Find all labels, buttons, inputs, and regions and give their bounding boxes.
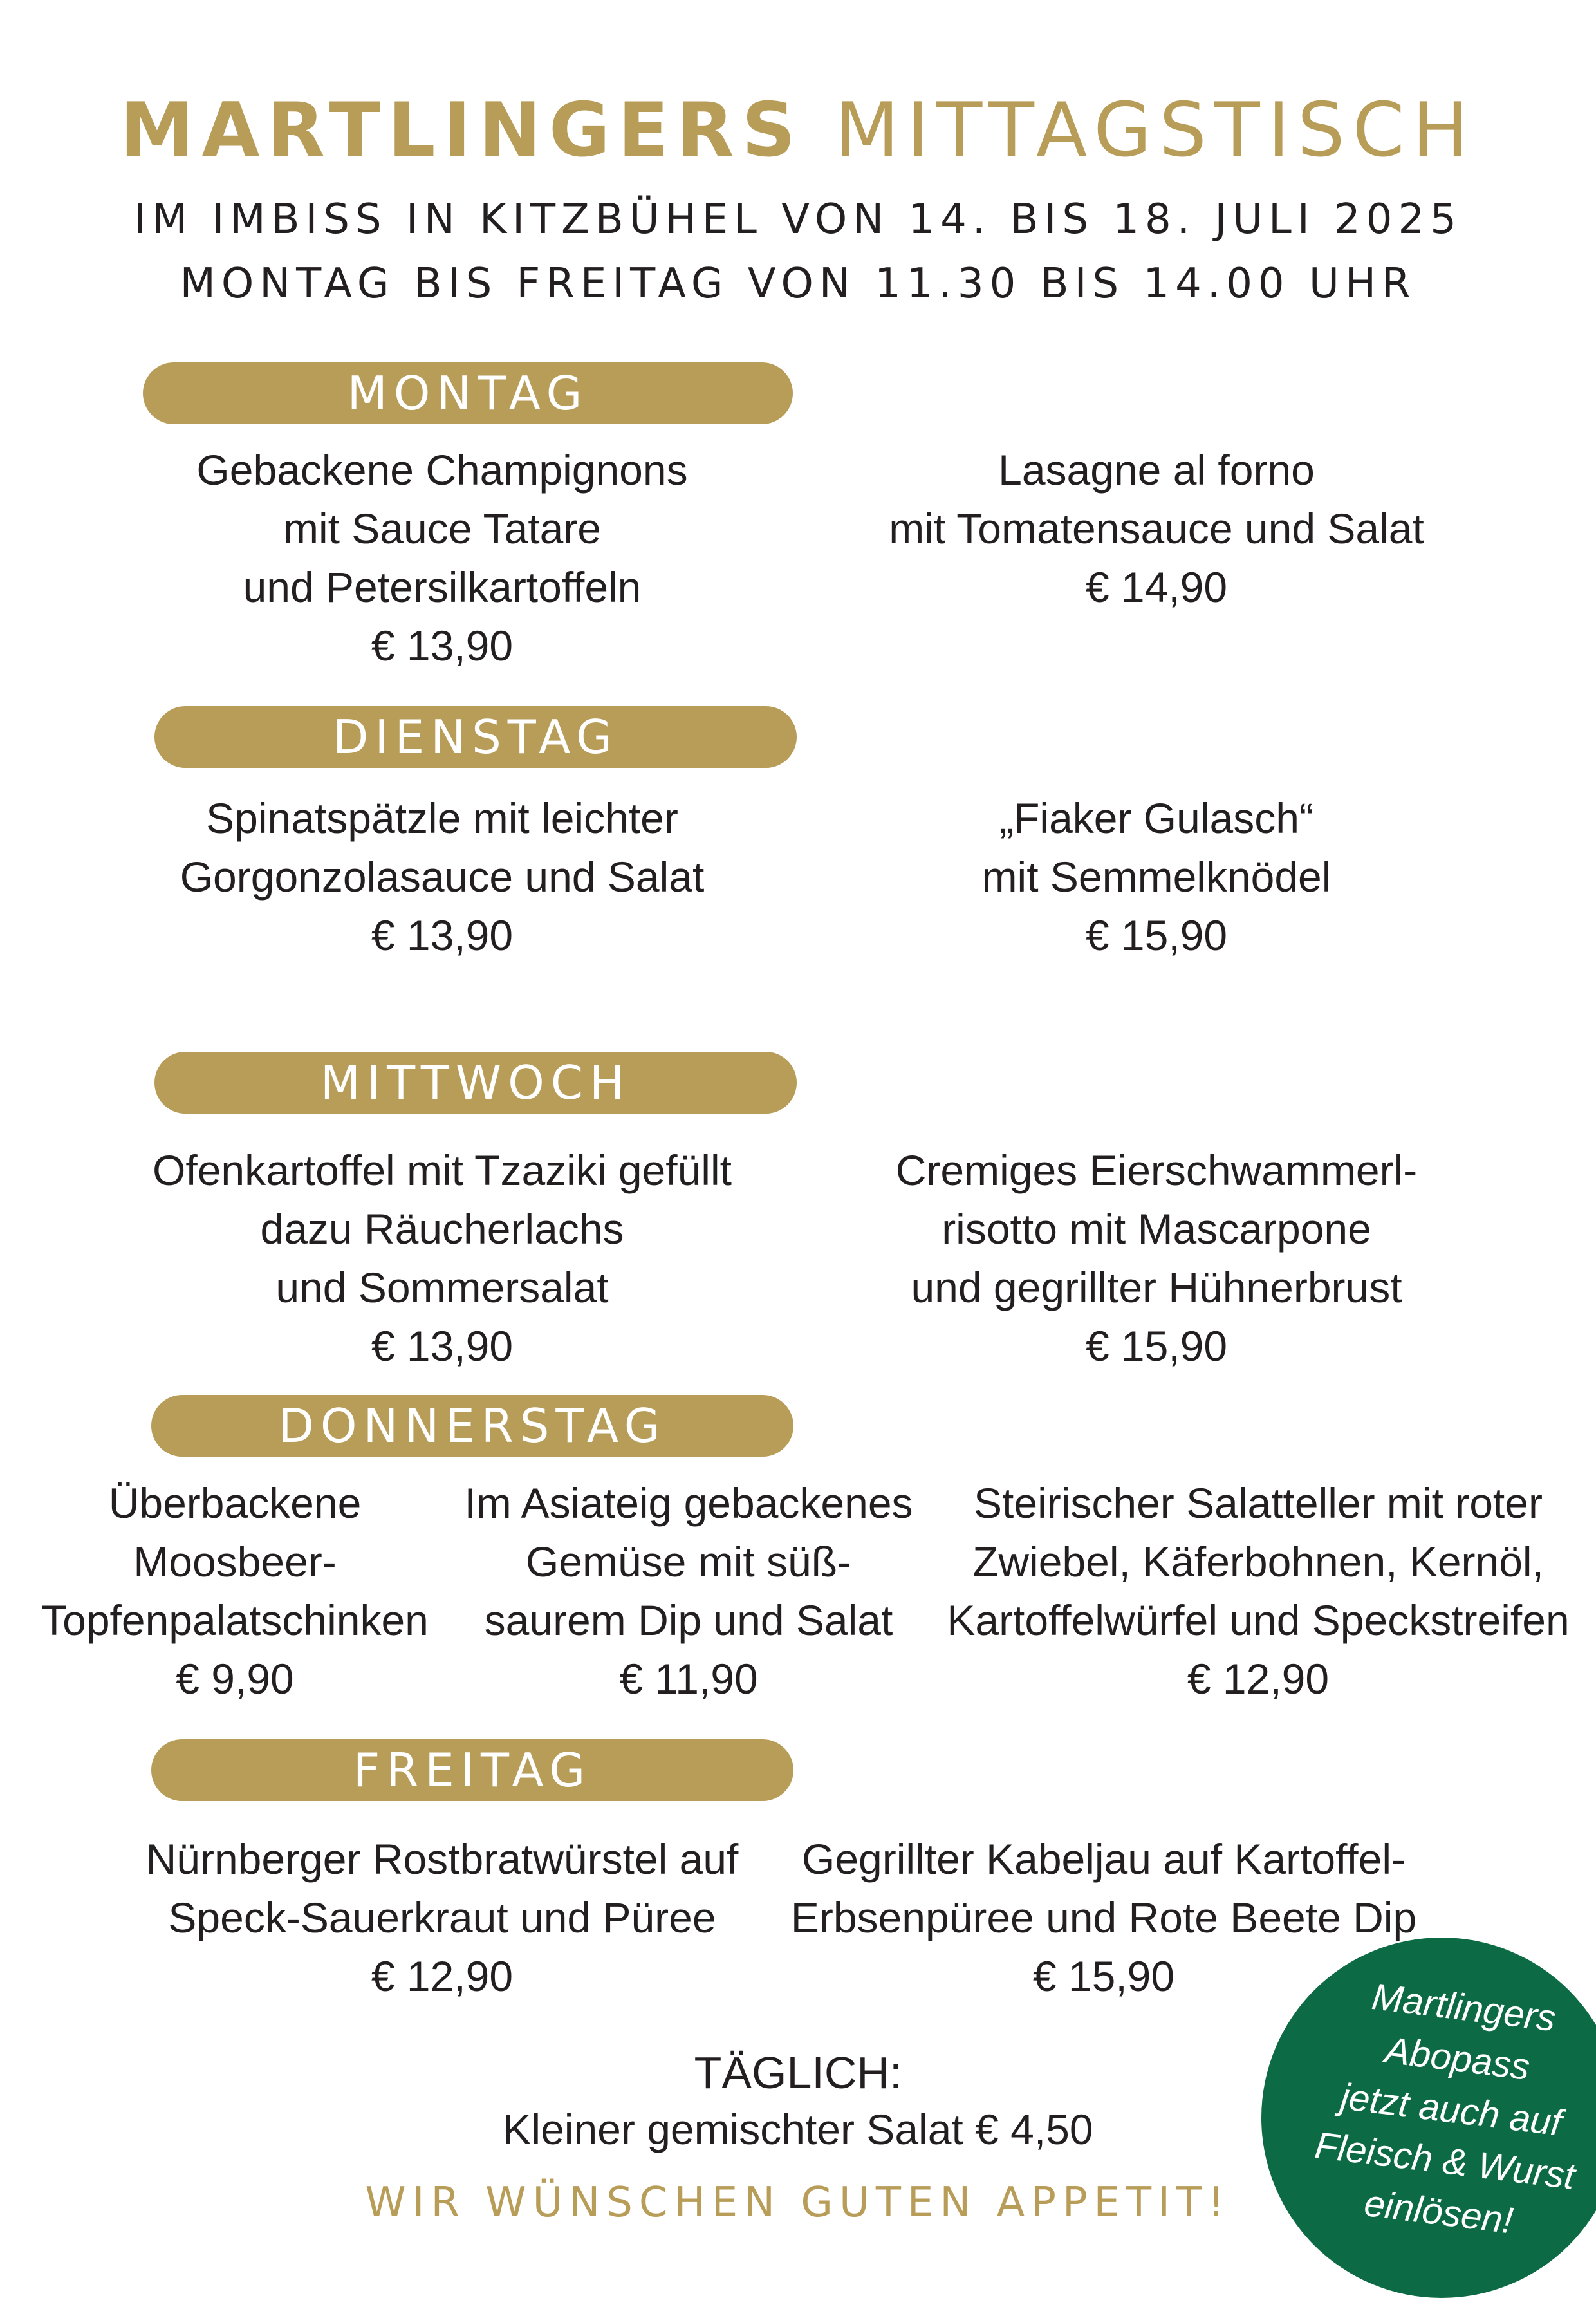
- title-menu: MITTAGSTISCH: [835, 87, 1476, 174]
- dish-price: € 13,90: [371, 622, 514, 669]
- dish-line: und Sommersalat: [275, 1264, 609, 1311]
- dish-line: Überbackene: [108, 1479, 362, 1527]
- dish-mittwoch-2: [835, 1141, 1478, 1376]
- dish-price: € 13,90: [371, 911, 514, 959]
- dish-line: Speck-Sauerkraut und Püree: [168, 1894, 716, 1941]
- dish-line: risotto mit Mascarpone: [942, 1205, 1371, 1253]
- dish-donnerstag-2: [450, 1474, 927, 1708]
- dish-line: Im Asiateig gebackenes: [464, 1479, 913, 1527]
- day-header-mittwoch: MITTWOCH: [154, 1052, 797, 1114]
- dish-price: € 13,90: [371, 1322, 514, 1370]
- daily-heading: TÄGLICH:: [694, 2048, 902, 2098]
- dish-line: mit Sauce Tatare: [283, 505, 602, 552]
- dish-price: € 15,90: [1085, 1322, 1228, 1370]
- day-header-dienstag: DIENSTAG: [154, 706, 797, 768]
- dish-price: € 15,90: [1032, 1952, 1175, 2000]
- dish-line: und Petersilkartoffeln: [243, 563, 642, 611]
- dish-price: € 9,90: [176, 1655, 294, 1703]
- dish-line: und gegrillter Hühnerbrust: [911, 1264, 1402, 1311]
- subtitle-location-date: IM IMBISS IN KITZBÜHEL VON 14. BIS 18. JULI 2025: [134, 196, 1462, 243]
- dish-montag-1: [120, 441, 764, 675]
- dish-price: € 14,90: [1085, 563, 1228, 611]
- dish-price: € 12,90: [1187, 1655, 1330, 1703]
- dish-line: Gemüse mit süß-: [525, 1538, 852, 1585]
- day-header-freitag: FREITAG: [151, 1739, 793, 1801]
- day-header-donnerstag: DONNERSTAG: [151, 1395, 793, 1457]
- dish-line: Lasagne al forno: [998, 446, 1315, 494]
- dish-line: Spinatspätzle mit leichter: [206, 794, 678, 842]
- title-brand: MARTLINGERS: [120, 87, 804, 174]
- dish-montag-2: [835, 441, 1478, 617]
- dish-donnerstag-1: [13, 1474, 457, 1708]
- dish-line: Ofenkartoffel mit Tzaziki gefüllt: [153, 1146, 732, 1194]
- dish-line: dazu Räucherlachs: [260, 1205, 624, 1253]
- dish-line: Zwiebel, Käferbohnen, Kernöl,: [972, 1538, 1544, 1585]
- dish-donnerstag-3: [930, 1474, 1586, 1708]
- badge-line: Abopass: [1382, 2029, 1532, 2089]
- dish-line: Topfenpalatschinken: [41, 1596, 429, 1644]
- dish-freitag-1: [120, 1830, 764, 2006]
- dish-line: mit Semmelknödel: [981, 853, 1332, 901]
- daily-item: Kleiner gemischter Salat € 4,50: [503, 2106, 1093, 2153]
- dish-line: Kartoffelwürfel und Speckstreifen: [947, 1596, 1570, 1644]
- dish-line: Gegrillter Kabeljau auf Kartoffel-: [802, 1835, 1406, 1883]
- closing-message: WIR WÜNSCHEN GUTEN APPETIT!: [365, 2179, 1231, 2227]
- dish-line: Erbsenpüree und Rote Beete Dip: [790, 1894, 1417, 1941]
- dish-line: Nürnberger Rostbratwürstel auf: [145, 1835, 739, 1883]
- dish-mittwoch-1: [120, 1141, 764, 1376]
- dish-line: mit Tomatensauce und Salat: [889, 505, 1424, 552]
- dish-line: „Fiaker Gulasch“: [999, 794, 1313, 842]
- subtitle-opening-hours: MONTAG BIS FREITAG VON 11.30 BIS 14.00 UHR: [180, 260, 1416, 308]
- dish-line: Cremiges Eierschwammerl-: [895, 1146, 1418, 1194]
- badge-line: einlösen!: [1362, 2181, 1516, 2242]
- dish-line: Steirischer Salatteller mit roter: [974, 1479, 1543, 1527]
- dish-dienstag-1: [120, 789, 764, 965]
- dish-price: € 12,90: [371, 1952, 514, 2000]
- dish-price: € 15,90: [1085, 911, 1228, 959]
- page-title: [0, 82, 1596, 179]
- badge-line: Martlingers: [1369, 1975, 1558, 2040]
- badge-line: jetzt auch auf: [1338, 2075, 1564, 2144]
- badge-line: Fleisch & Wurst: [1312, 2124, 1577, 2198]
- dish-line: saurem Dip und Salat: [484, 1596, 893, 1644]
- day-header-montag: MONTAG: [143, 362, 793, 424]
- dish-line: Moosbeer-: [133, 1538, 337, 1585]
- dish-line: Gebackene Champignons: [196, 446, 688, 494]
- abopass-badge-text: [1276, 1963, 1596, 2257]
- dish-line: Gorgonzolasauce und Salat: [180, 853, 705, 901]
- dish-price: € 11,90: [619, 1655, 758, 1703]
- dish-dienstag-2: [835, 789, 1478, 965]
